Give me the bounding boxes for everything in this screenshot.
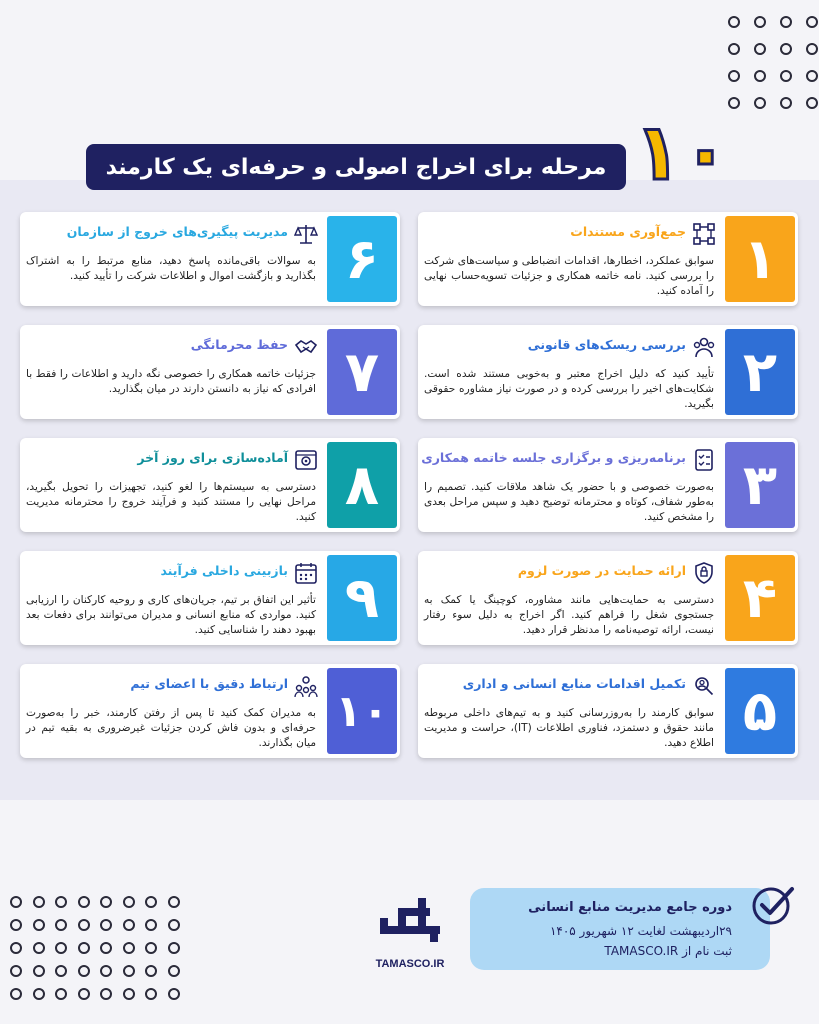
step-body: به مدیران کمک کنید تا پس از رفتن کارمند، خبر را به‌صورت حرفه‌ای و بدون فاش کردن جزئیات غیرضروری به بقیه تیم در میان بگذارند. — [26, 707, 316, 749]
step-body: تأیید کنید که دلیل اخراج معتبر و به‌خوبی مستند شده است. شکایت‌های اخیر را بررسی کرده و در صورت نیاز مشاوره حقوقی بگیرید. — [424, 368, 714, 410]
step-card-8 — [20, 438, 400, 532]
step-body: سوابق کارمند را به‌روزرسانی کنید و به تیم‌های داخلی مربوطه مانند حقوق و دستمزد، فناوری اطلاعات (IT)، حراست و مدیریت اطلاع دهید. — [424, 707, 714, 749]
check-circle-icon — [748, 880, 798, 930]
title-text: مرحله برای اخراج اصولی و حرفه‌ای یک کارمند — [86, 144, 626, 190]
step-card-1 — [418, 212, 798, 306]
step-body: دسترسی به سیستم‌ها را لغو کنید، تجهیزات را تحویل بگیرید، مراحل نهایی را مستند کنید و فرآیند خروج را محترمانه مدیریت کنید. — [26, 481, 316, 523]
decorative-dots-bottom-left — [10, 896, 190, 1011]
hr-icon — [692, 674, 716, 698]
step-card-2 — [418, 325, 798, 419]
network-icon — [692, 222, 716, 246]
step-body: به سوالات باقی‌مانده پاسخ دهید، منابع مرتبط را به اشتراک بگذارید و بازگشت اموال و اطلاعات شرکت را تأیید کنید. — [26, 255, 316, 282]
step-card-9 — [20, 551, 400, 645]
checklist-icon — [692, 448, 716, 472]
page-title — [86, 108, 730, 200]
step-title: حفظ محرمانگی — [190, 337, 288, 352]
step-number: ۴ — [725, 555, 795, 641]
step-number: ۸ — [327, 442, 397, 528]
step-body: جزئیات خاتمه همکاری را خصوصی نگه دارید و اطلاعات را فقط با افرادی که نیاز به دانستن دارند در میان بگذارید. — [26, 368, 316, 395]
step-card-5 — [418, 664, 798, 758]
course-title: دوره جامع مدیریت منابع انسانی — [528, 900, 732, 915]
step-title: تکمیل اقدامات منابع انسانی و اداری — [462, 676, 686, 691]
step-body: به‌صورت خصوصی و با حضور یک شاهد ملاقات کنید. تصمیم را به‌طور شفاف، کوتاه و محترمانه توضیح دهید و سپس مراحل بعدی را مشخص کنید. — [424, 481, 714, 523]
tamasco-logo — [378, 898, 440, 944]
step-number: ۹ — [327, 555, 397, 641]
step-number: ۱۰ — [327, 668, 397, 754]
step-title: بررسی ریسک‌های قانونی — [527, 337, 686, 352]
step-title: مدیریت پیگیری‌های خروج از سازمان — [66, 224, 288, 239]
step-number: ۷ — [327, 329, 397, 415]
course-signup[interactable]: ثبت نام از TAMASCO.IR — [604, 944, 732, 958]
gear-icon — [294, 448, 318, 472]
step-card-6 — [20, 212, 400, 306]
step-title: ارائه حمایت در صورت لزوم — [517, 563, 686, 578]
team-icon — [692, 335, 716, 359]
step-body: تأثیر این اتفاق بر تیم، جریان‌های کاری و روحیه کارکنان را ارزیابی کنید. مواردی که منابع انسانی و مدیران می‌توانند برای دفعات بعد بهبود دهند را شناسایی کنید. — [26, 594, 316, 636]
step-number: ۱ — [725, 216, 795, 302]
handshake-icon — [294, 335, 318, 359]
logo-url: TAMASCO.IR — [375, 958, 445, 970]
step-card-4 — [418, 551, 798, 645]
step-title: برنامه‌ریزی و برگزاری جلسه خاتمه همکاری — [421, 450, 686, 465]
step-title: جمع‌آوری مستندات — [570, 224, 686, 239]
step-body: دسترسی به حمایت‌هایی مانند مشاوره، کوچینگ یا کمک به جستجوی شغل را فراهم کنید. اگر اخراج به دلیل سوء رفتار نیست، ارائه توصیه‌نامه را مدنظر قرار دهید. — [424, 594, 714, 636]
course-dates: ۲۹اردیبهشت لغایت ۱۲ شهریور ۱۴۰۵ — [549, 924, 732, 938]
calendar-icon — [294, 561, 318, 585]
title-number: ۱۰ — [634, 108, 730, 198]
step-title: ارتباط دقیق با اعضای تیم — [130, 676, 288, 691]
step-number: ۲ — [725, 329, 795, 415]
enroll-banner[interactable] — [470, 888, 770, 970]
step-number: ۵ — [725, 668, 795, 754]
step-card-10 — [20, 664, 400, 758]
shield-icon — [692, 561, 716, 585]
decorative-dots-top-right — [728, 16, 819, 124]
step-number: ۳ — [725, 442, 795, 528]
step-title: بازبینی داخلی فرآیند — [160, 563, 288, 578]
step-body: سوابق عملکرد، اخطارها، اقدامات انضباطی و سیاست‌های شرکت را بررسی کنید. نامه خاتمه همکاری و جزئیات تسویه‌حساب نهایی را آماده کنید. — [424, 255, 714, 297]
scale-icon — [294, 222, 318, 246]
step-card-7 — [20, 325, 400, 419]
step-card-3 — [418, 438, 798, 532]
step-title: آماده‌سازی برای روز آخر — [137, 450, 288, 465]
step-number: ۶ — [327, 216, 397, 302]
group-icon — [294, 674, 318, 698]
